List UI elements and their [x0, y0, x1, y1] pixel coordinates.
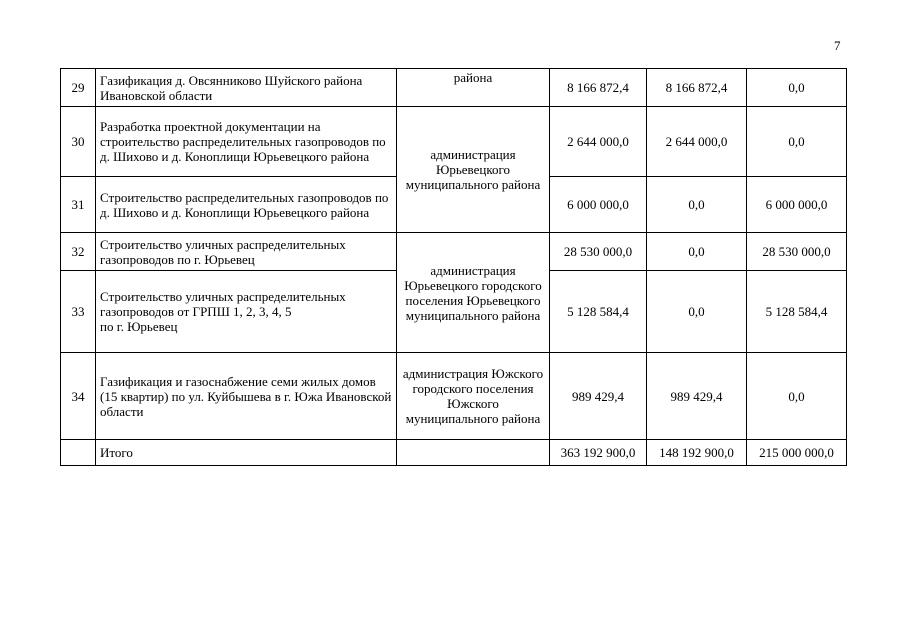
amount-column-3: 6 000 000,0 — [747, 177, 847, 233]
amount-column-2: 0,0 — [647, 233, 747, 271]
row-number-empty — [61, 440, 96, 466]
amount-total: 5 128 584,4 — [550, 271, 647, 353]
work-name: Газификация д. Овсянниково Шуйского района Ивановской области — [96, 69, 397, 107]
table-row — [61, 69, 847, 107]
grand-total: 363 192 900,0 — [550, 440, 647, 466]
work-name: Строительство уличных распределительных газопроводов по г. Юрьевец — [96, 233, 397, 271]
total-label: Итого — [96, 440, 397, 466]
work-name-line: Строительство уличных распределительных — [100, 289, 346, 304]
amount-column-3: 0,0 — [747, 353, 847, 440]
amount-column-2: 989 429,4 — [647, 353, 747, 440]
work-name — [96, 271, 397, 353]
table-row — [61, 107, 847, 177]
row-number: 33 — [61, 271, 96, 353]
executor: района — [397, 69, 550, 107]
total-row — [61, 440, 847, 466]
amount-column-3: 28 530 000,0 — [747, 233, 847, 271]
row-number: 29 — [61, 69, 96, 107]
executor: администрация Юрьевецкого муниципального района — [397, 107, 550, 233]
amount-column-2: 8 166 872,4 — [647, 69, 747, 107]
table-row — [61, 233, 847, 271]
funding-table — [60, 68, 847, 466]
grand-total-column-2: 148 192 900,0 — [647, 440, 747, 466]
executor: администрация Южского городского поселения Южского муниципального района — [397, 353, 550, 440]
table-row — [61, 353, 847, 440]
row-number: 34 — [61, 353, 96, 440]
grand-total-column-3: 215 000 000,0 — [747, 440, 847, 466]
amount-total: 2 644 000,0 — [550, 107, 647, 177]
amount-column-2: 2 644 000,0 — [647, 107, 747, 177]
amount-total: 989 429,4 — [550, 353, 647, 440]
work-name: Разработка проектной документации на строительство распределительных газопроводов по д. Шихово и д. Коноплищи Юрьевецкого района — [96, 107, 397, 177]
amount-column-2: 0,0 — [647, 271, 747, 353]
amount-total: 8 166 872,4 — [550, 69, 647, 107]
work-name: Строительство распределительных газопроводов по д. Шихово и д. Коноплищи Юрьевецкого района — [96, 177, 397, 233]
amount-column-3: 5 128 584,4 — [747, 271, 847, 353]
work-name-line: газопроводов от ГРПШ 1, 2, 3, 4, 5 — [100, 304, 292, 319]
amount-total: 6 000 000,0 — [550, 177, 647, 233]
row-number: 30 — [61, 107, 96, 177]
work-name-line: по г. Юрьевец — [100, 319, 178, 334]
amount-column-3: 0,0 — [747, 107, 847, 177]
executor: администрация Юрьевецкого городского поселения Юрьевецкого муниципального района — [397, 233, 550, 353]
page-number: 7 — [834, 38, 841, 53]
work-name: Газификация и газоснабжение семи жилых домов (15 квартир) по ул. Куйбышева в г. Южа Ивановской области — [96, 353, 397, 440]
amount-column-2: 0,0 — [647, 177, 747, 233]
row-number: 32 — [61, 233, 96, 271]
row-number: 31 — [61, 177, 96, 233]
executor-empty — [397, 440, 550, 466]
amount-column-3: 0,0 — [747, 69, 847, 107]
amount-total: 28 530 000,0 — [550, 233, 647, 271]
